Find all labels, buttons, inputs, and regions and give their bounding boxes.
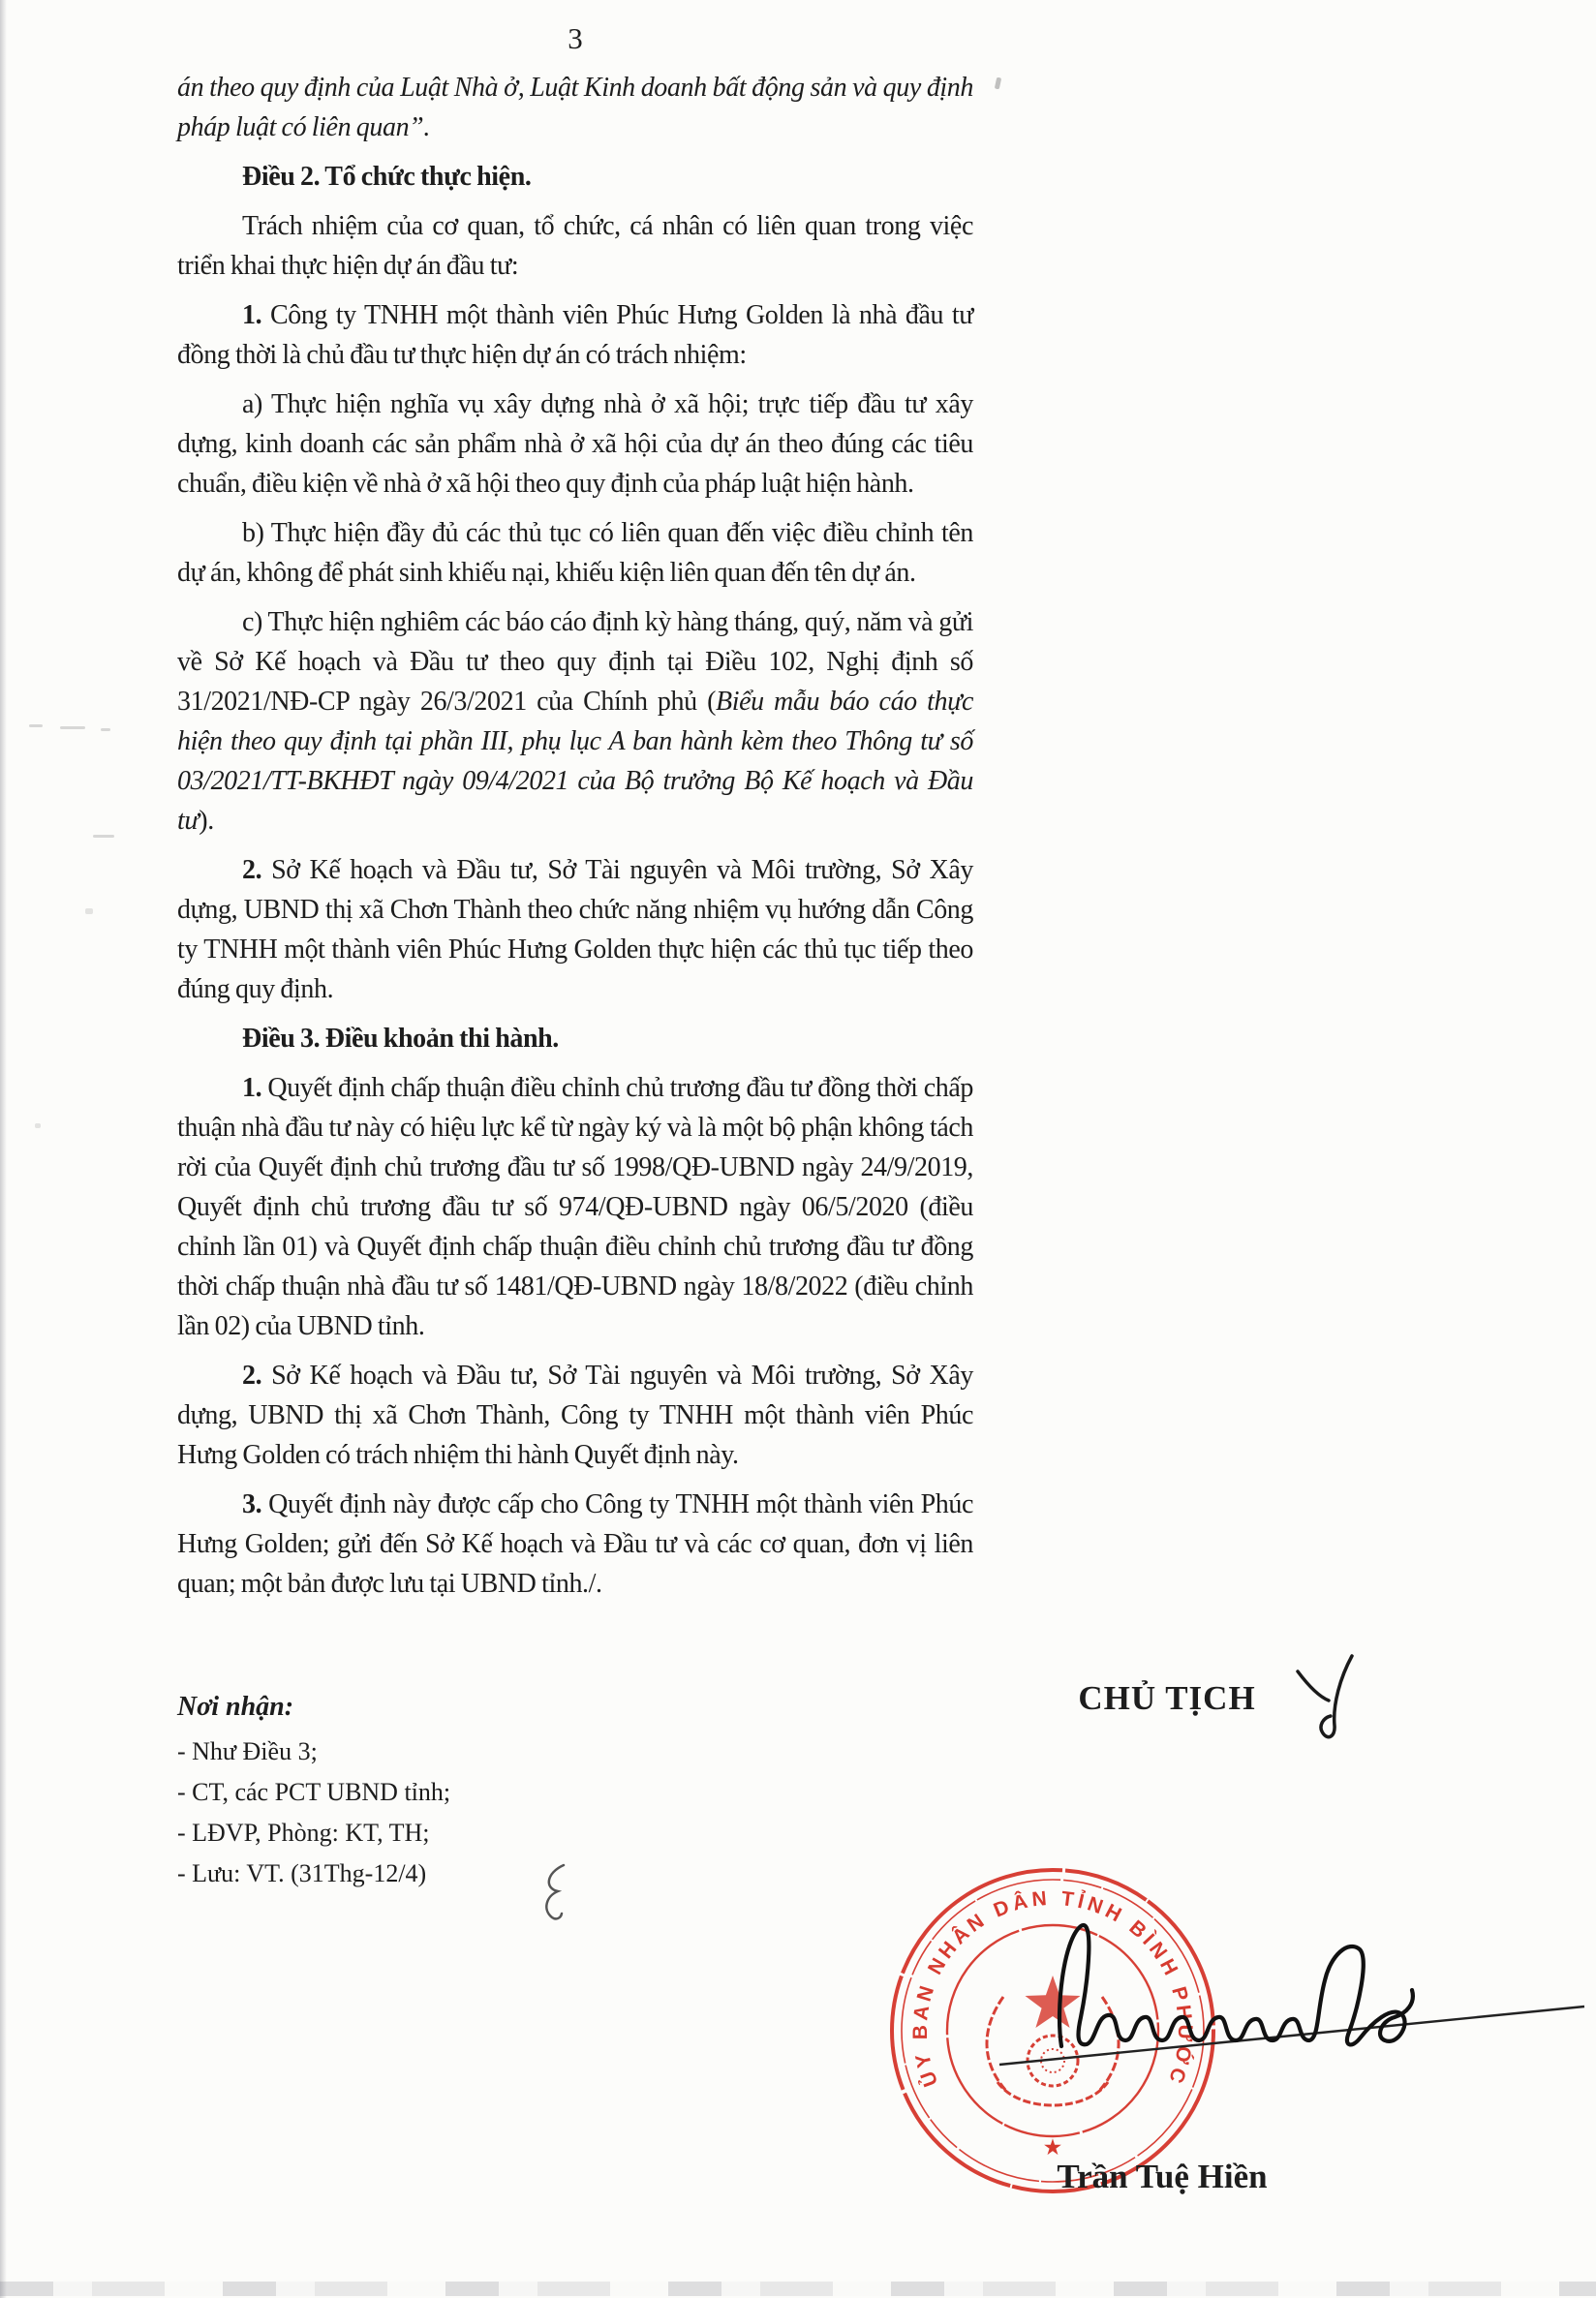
scan-artifact [93, 835, 114, 838]
signer-title: CHỦ TỊCH [1078, 1679, 1256, 1717]
recipient-item: - LĐVP, Phòng: KT, TH; [177, 1819, 430, 1847]
body-paragraph: a) Thực hiện nghĩa vụ xây dựng nhà ở xã hội; trực tiếp đầu tư xây dựng, kinh doanh các sản phẩm nhà ở xã hội của dự án theo đúng các tiêu chuẩn, điều kiện về nhà ở xã hội theo quy định của pháp luật hiện hành. [177, 389, 973, 499]
signer-name: Trần Tuệ Hiền [1057, 2158, 1268, 2195]
body-paragraph: 2. Sở Kế hoạch và Đầu tư, Sở Tài nguyên và Môi trường, Sở Xây dựng, UBND thị xã Chơn Thành, Công ty TNHH một thành viên Phúc Hưng Golden có trách nhiệm thi hành Quyết định này. [177, 1361, 973, 1470]
body-paragraph: 2. Sở Kế hoạch và Đầu tư, Sở Tài nguyên và Môi trường, Sở Xây dựng, UBND thị xã Chơn Thành theo chức năng nhiệm vụ hướng dẫn Công ty TNHH một thành viên Phúc Hưng Golden thực hiện các thủ tục tiếp theo đúng quy định. [177, 855, 973, 1004]
recipients-title: Nơi nhận: [177, 1692, 294, 1722]
scan-edge-shadow [0, 0, 7, 2298]
body-paragraph: 3. Quyết định này được cấp cho Công ty TNHH một thành viên Phúc Hưng Golden; gửi đến Sở Kế hoạch và Đầu tư và các cơ quan, đơn vị liên quan; một bản được lưu tại UBND tỉnh./. [177, 1489, 973, 1599]
recipient-item: - CT, các PCT UBND tỉnh; [177, 1778, 451, 1806]
scan-artifact [29, 724, 43, 727]
body-paragraph: 1. Công ty TNHH một thành viên Phúc Hưng Golden là nhà đầu tư đồng thời là chủ đầu tư thực hiện dự án có trách nhiệm: [177, 300, 973, 370]
body-paragraph: Điều 3. Điều khoản thi hành. [242, 1024, 559, 1054]
body-paragraph: c) Thực hiện nghiêm các báo cáo định kỳ hàng tháng, quý, năm và gửi về Sở Kế hoạch và Đầu tư theo quy định tại Điều 102, Nghị định số 31/2021/NĐ-CP ngày 26/3/2021 của Chính phủ (Biểu mẫu báo cáo thực hiện theo quy định tại phần III, phụ lục A ban hành kèm theo Thông tư số 03/2021/TT-BKHĐT ngày 09/4/2021 của Bộ trưởng Bộ Kế hoạch và Đầu tư). [177, 607, 973, 836]
body-paragraph: án theo quy định của Luật Nhà ở, Luật Kinh doanh bất động sản và quy định pháp luật có liên quan”. [177, 73, 973, 142]
body-paragraph: Điều 2. Tổ chức thực hiện. [242, 162, 532, 192]
body-paragraph: b) Thực hiện đầy đủ các thủ tục có liên quan đến việc điều chỉnh tên dự án, không để phát sinh khiếu nại, khiếu kiện liên quan đến tên dự án. [177, 518, 973, 588]
recipient-item: - Như Điều 3; [177, 1737, 318, 1765]
recipients-list [177, 1731, 720, 1894]
scan-artifact [60, 726, 85, 729]
recipient-item: - Lưu: VT. (31Thg-12/4) [177, 1859, 427, 1887]
recipients-block [177, 1687, 720, 1894]
body-paragraph: Trách nhiệm của cơ quan, tổ chức, cá nhân có liên quan trong việc triển khai thực hiện dự án đầu tư: [177, 211, 973, 281]
seal-star-glyph: ★ [1044, 2137, 1061, 2159]
document-body [177, 68, 973, 1613]
signature-scrawl [968, 1893, 1596, 2087]
scan-bottom-band [0, 2282, 1596, 2296]
scan-artifact [995, 77, 1001, 90]
scan-artifact [85, 908, 93, 914]
page-number: 3 [568, 21, 583, 55]
handwritten-mark [535, 1859, 577, 1929]
seal-text: ỦY BAN NHÂN DÂN TỈNH BÌNH PHƯỚC [908, 1886, 1197, 2090]
scan-artifact [101, 728, 110, 731]
scan-artifact [35, 1123, 41, 1128]
handwritten-mark [1288, 1648, 1377, 1749]
body-paragraph: 1. Quyết định chấp thuận điều chỉnh chủ trương đầu tư đồng thời chấp thuận nhà đầu tư này có hiệu lực kể từ ngày ký và là một bộ phận không tách rời của Quyết định chủ trương đầu tư số 1998/QĐ-UBND ngày 24/9/2019, Quyết định chủ trương đầu tư số 974/QĐ-UBND ngày 06/5/2020 (điều chỉnh lần 01) và Quyết định chấp thuận điều chỉnh chủ trương đầu tư đồng thời chấp thuận nhà đầu tư số 1481/QĐ-UBND ngày 18/8/2022 (điều chỉnh lần 02) của UBND tỉnh. [177, 1073, 973, 1341]
